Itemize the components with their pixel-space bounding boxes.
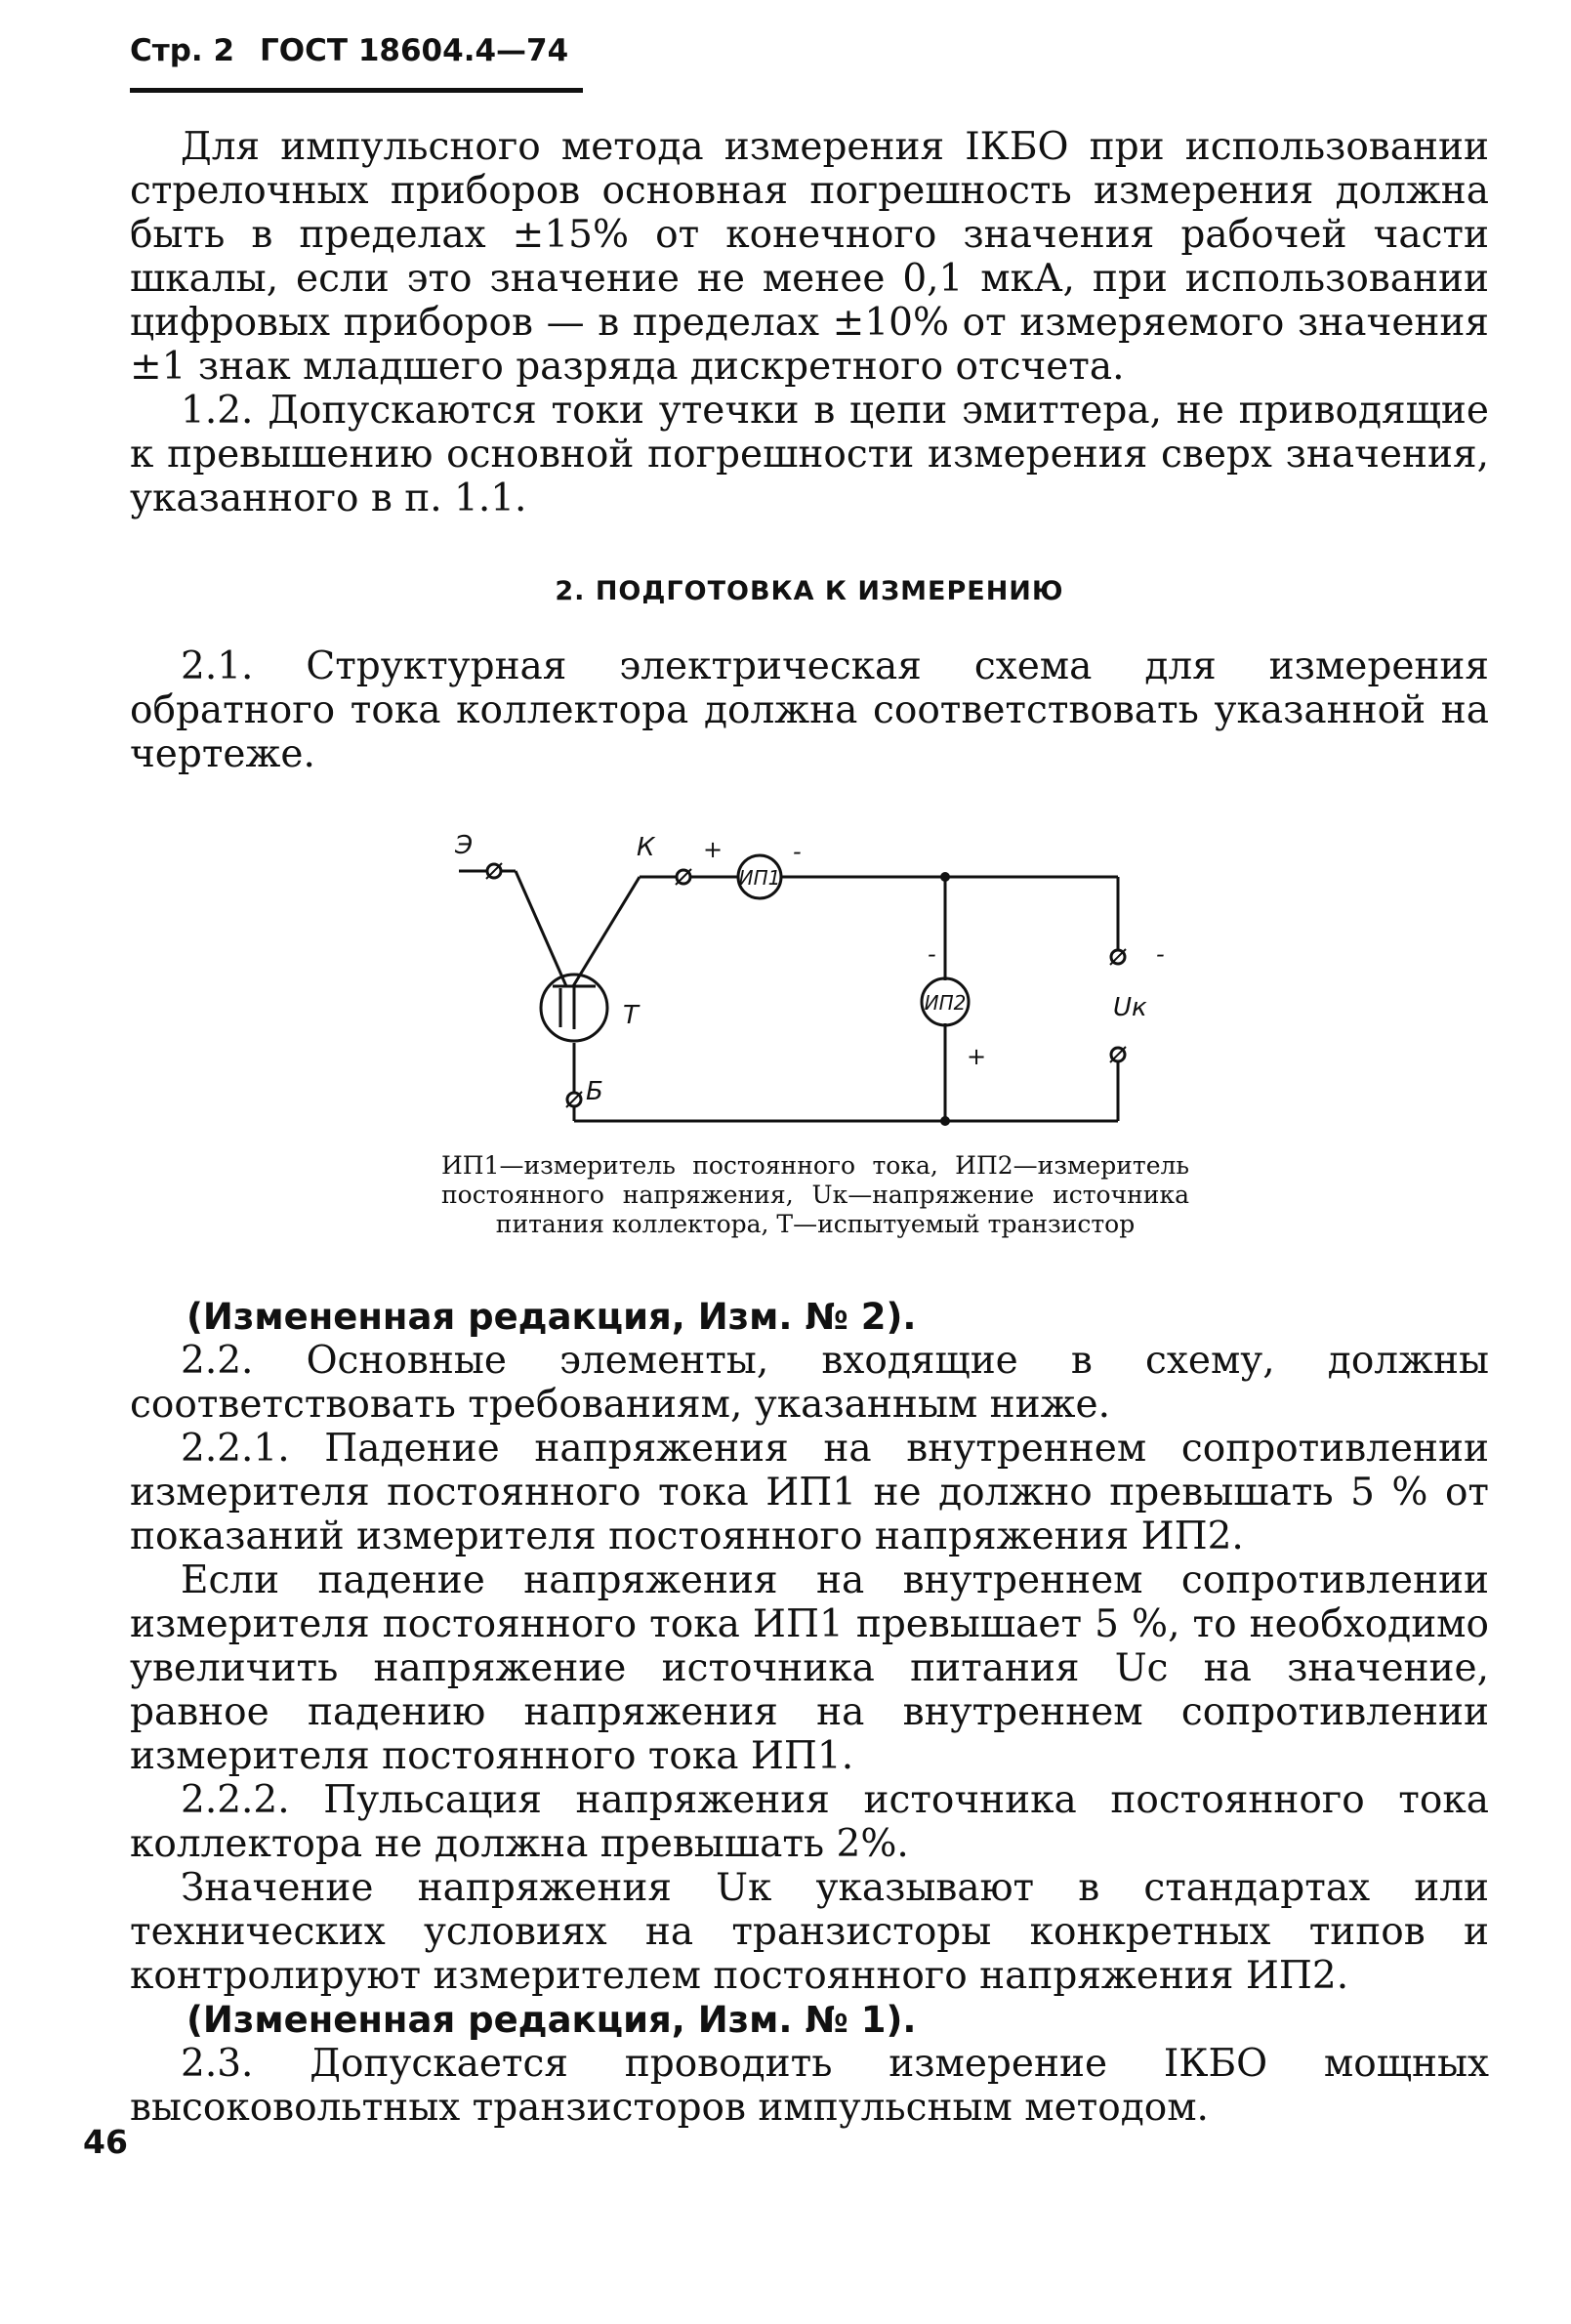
- collector-plus: +: [703, 836, 723, 863]
- figure-caption: ИП1—измеритель постоянного тока, ИП2—измеритель постоянного напряжения, Uк—напряжение источника питания коллектора, Т—испытуемый транзистор: [441, 1151, 1189, 1238]
- transistor-label: Т: [623, 1001, 639, 1030]
- amendment-note-2: (Измененная редакция, Изм. № 2).: [186, 1296, 917, 1338]
- collector-label: К: [637, 833, 655, 862]
- text-block-top: [130, 125, 1489, 520]
- clause-2-2-1: 2.2.1. Падение напряжения на внутреннем сопротивлении измерителя постоянного тока ИП1 не должно превышать 5 % от показаний измерителя постоянного напряжения ИП2.: [130, 1427, 1489, 1558]
- amendment-note-1: (Измененная редакция, Изм. № 1).: [186, 1999, 917, 2041]
- clause-2-2: 2.2. Основные элементы, входящие в схему, должны соответствовать требованиям, указанным ниже.: [130, 1339, 1489, 1427]
- circuit-diagram: [430, 820, 1211, 1142]
- meter2-minus: -: [928, 940, 936, 968]
- page-label: Стр. 2: [130, 33, 235, 68]
- supply-label: Uк: [1113, 993, 1147, 1022]
- clause-2-2-1-continued: Если падение напряжения на внутреннем сопротивлении измерителя постоянного тока ИП1 превышает 5 %, то необходимо увеличить напряжение источника питания Uс на значение, равное падению напряжения на внутреннем сопротивлении измерителя постоянного тока ИП1.: [130, 1558, 1489, 1778]
- header-rule: [130, 88, 583, 93]
- standard-number: ГОСТ 18604.4—74: [260, 33, 569, 68]
- text-block-bottom: [130, 1295, 1489, 2130]
- section-heading: 2. ПОДГОТОВКА К ИЗМЕРЕНИЮ: [555, 576, 1064, 606]
- base-label: Б: [586, 1077, 603, 1106]
- meter1-minus: -: [793, 838, 802, 865]
- supply-minus: -: [1156, 940, 1165, 968]
- clause-1-2: 1.2. Допускаются токи утечки в цепи эмиттера, не приводящие к превышению основной погрешности измерения сверх значения, указанного в п. 1.1.: [130, 389, 1489, 520]
- page-number: 46: [83, 2123, 128, 2161]
- clause-2-3: 2.3. Допускается проводить измерение IКБО мощных высоковольтных транзисторов импульсным методом.: [130, 2042, 1489, 2130]
- emitter-label: Э: [455, 831, 474, 860]
- clause-2-1: 2.1. Структурная электрическая схема для измерения обратного тока коллектора должна соответствовать указанной на чертеже.: [130, 644, 1489, 776]
- text-block-2-1: [130, 644, 1489, 776]
- clause-2-2-2-continued: Значение напряжения Uк указывают в стандартах или технических условиях на транзисторы конкретных типов и контролируют измерителем постоянного напряжения ИП2.: [130, 1866, 1489, 1998]
- clause-2-2-2: 2.2.2. Пульсация напряжения источника постоянного тока коллектора не должна превышать 2%.: [130, 1778, 1489, 1866]
- page-header: [130, 33, 579, 68]
- meter1-label: ИП1: [738, 866, 781, 890]
- meter2-label: ИП2: [924, 991, 967, 1015]
- intro-paragraph: Для импульсного метода измерения IКБО при использовании стрелочных приборов основная погрешность измерения должна быть в пределах ±15% от конечного значения рабочей части шкалы, если это значение не менее 0,1 мкА, при использовании цифровых приборов — в пределах ±10% от измеряемого значения ±1 знак младшего разряда дискретного отсчета.: [130, 125, 1489, 389]
- meter2-plus: +: [967, 1043, 987, 1070]
